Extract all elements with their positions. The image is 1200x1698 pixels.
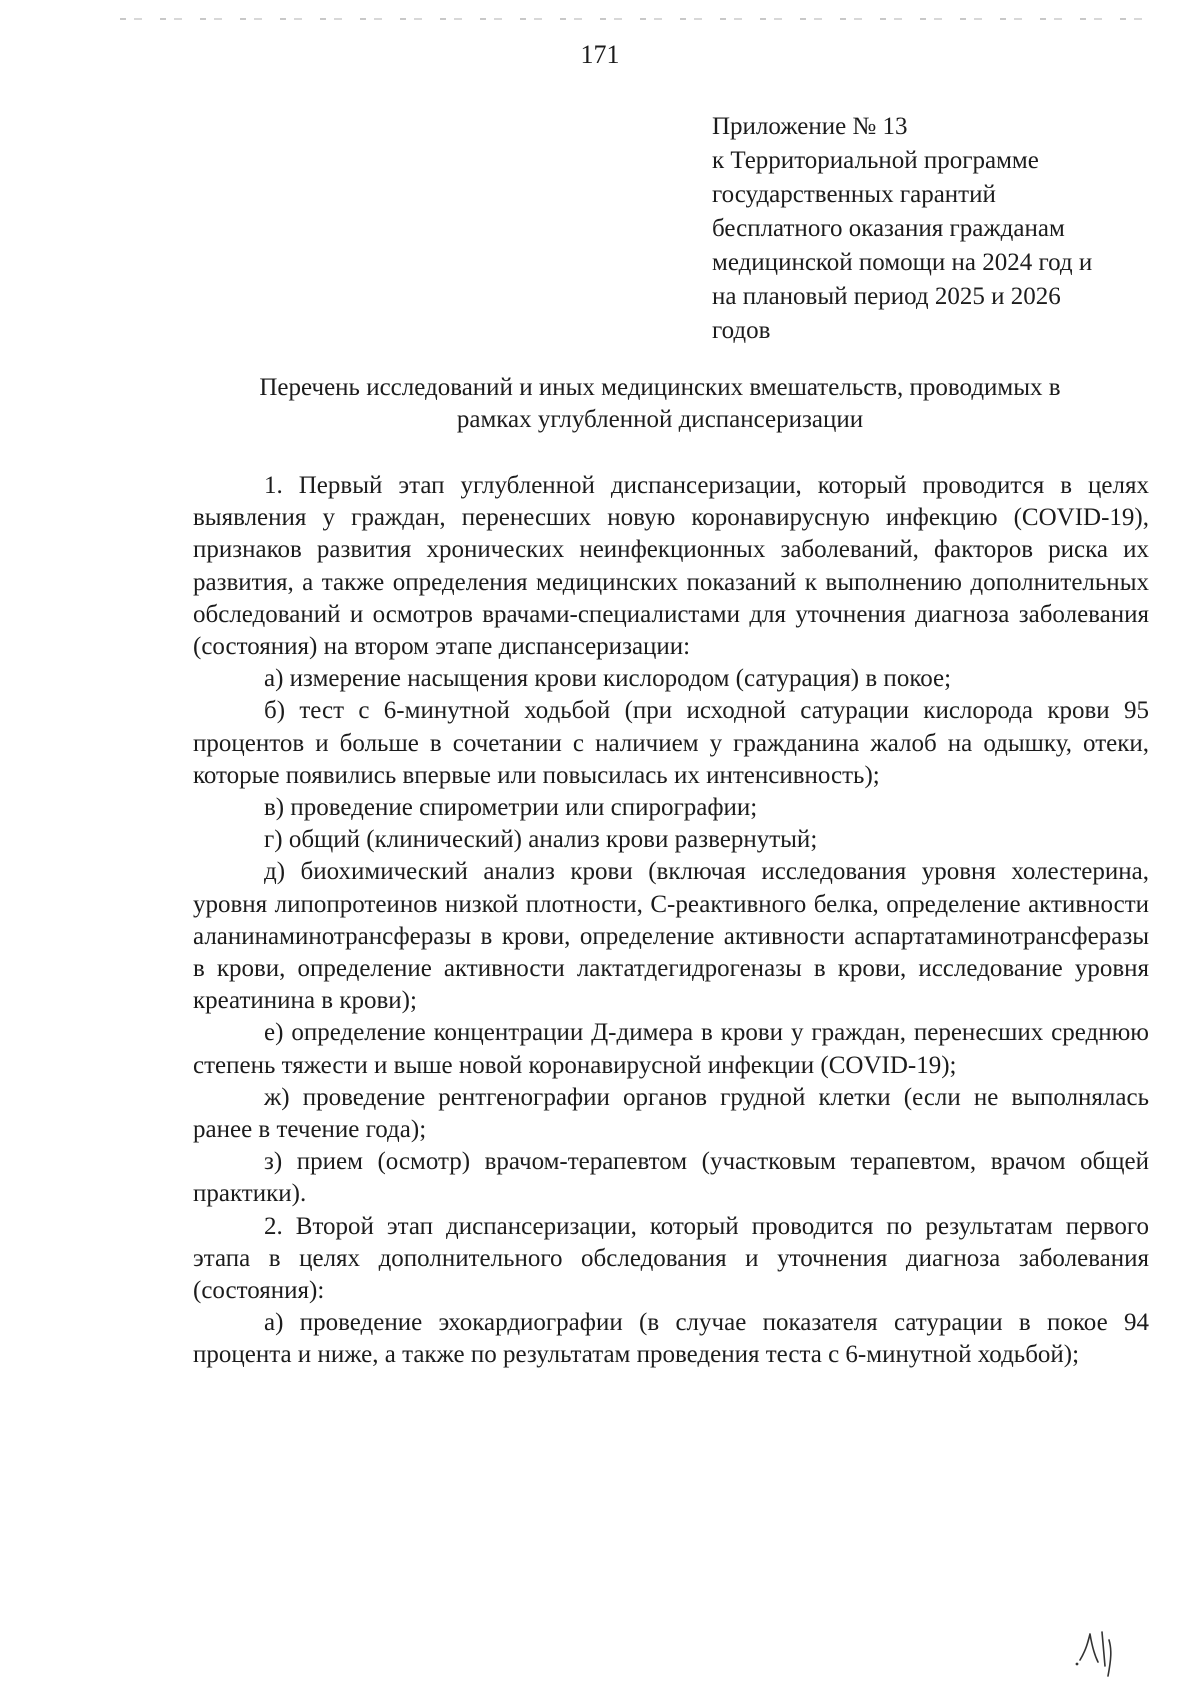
- list-item-d: д) биохимический анализ крови (включая исследования уровня холестерина, уровня липопротеинов низкой плотности, С-реактивного белка, определение активности аланинаминотрансферазы в крови, определение активности аспартатаминотрансферазы в крови, определение активности лактатдегидрогеназы в крови, исследование уровня креатинина в крови);: [193, 858, 1149, 1015]
- appendix-line: на плановый период 2025 и 2026: [712, 283, 1061, 310]
- appendix-line: государственных гарантий: [712, 181, 996, 208]
- handwritten-initials: [1072, 1620, 1132, 1680]
- page-number: 171: [580, 40, 620, 69]
- list-item-e: е) определение концентрации Д-димера в крови у граждан, перенесших среднюю степень тяжести и выше новой коронавирусной инфекции (COVID-19);: [193, 1019, 1149, 1079]
- list-item-zh: ж) проведение рентгенографии органов грудной клетки (если не выполнялась ранее в течение года);: [193, 1083, 1149, 1144]
- list-item-g: г) общий (клинический) анализ крови развернутый;: [264, 826, 818, 854]
- paragraph-stage-2: 2. Второй этап диспансеризации, который проводится по результатам первого этапа в целях дополнительного обследования и уточнения диагноза заболевания (состояния):: [193, 1212, 1149, 1305]
- list-item-z: з) прием (осмотр) врачом-терапевтом (участковым терапевтом, врачом общей практики).: [193, 1148, 1149, 1208]
- list-item-b: б) тест с 6-минутной ходьбой (при исходной сатурации кислорода крови 95 процентов и больше в сочетании с наличием у гражданина жалоб на одышку, отеки, которые появились впервые или повысилась их интенсивность);: [193, 697, 1149, 789]
- appendix-header: [712, 110, 1182, 348]
- list-item-a: а) измерение насыщения крови кислородом (сатурация) в покое;: [264, 665, 952, 693]
- document-title-line-2: рамках углубленной диспансеризации: [456, 406, 864, 433]
- document-title: [190, 372, 1130, 436]
- scan-artifact-line: [120, 18, 1160, 20]
- list-item-v: в) проведение спирометрии или спирографии;: [264, 794, 758, 822]
- appendix-line: годов: [712, 317, 771, 344]
- appendix-line: к Территориальной программе: [712, 147, 1039, 174]
- appendix-line: медицинской помощи на 2024 год и: [712, 249, 1093, 276]
- appendix-line: бесплатного оказания гражданам: [712, 215, 1065, 242]
- document-body: [193, 470, 1149, 1372]
- paragraph-stage-1: 1. Первый этап углубленной диспансеризации, который проводится в целях выявления у граждан, перенесших новую коронавирусную инфекцию (COVID-19), признаков развития хронических неинфекционных заболеваний, факторов риска их развития, а также определения медицинских показаний к выполнению дополнительных обследований и осмотров врачами-специалистами для уточнения диагноза заболевания (состояния) на втором этапе диспансеризации:: [193, 472, 1149, 661]
- document-title-line-1: Перечень исследований и иных медицинских вмешательств, проводимых в: [259, 374, 1061, 401]
- appendix-line: Приложение № 13: [712, 113, 908, 140]
- list-item-a-stage-2: а) проведение эхокардиографии (в случае показателя сатурации в покое 94 процента и ниже, а также по результатам проведения теста с 6-минутной ходьбой);: [193, 1309, 1149, 1369]
